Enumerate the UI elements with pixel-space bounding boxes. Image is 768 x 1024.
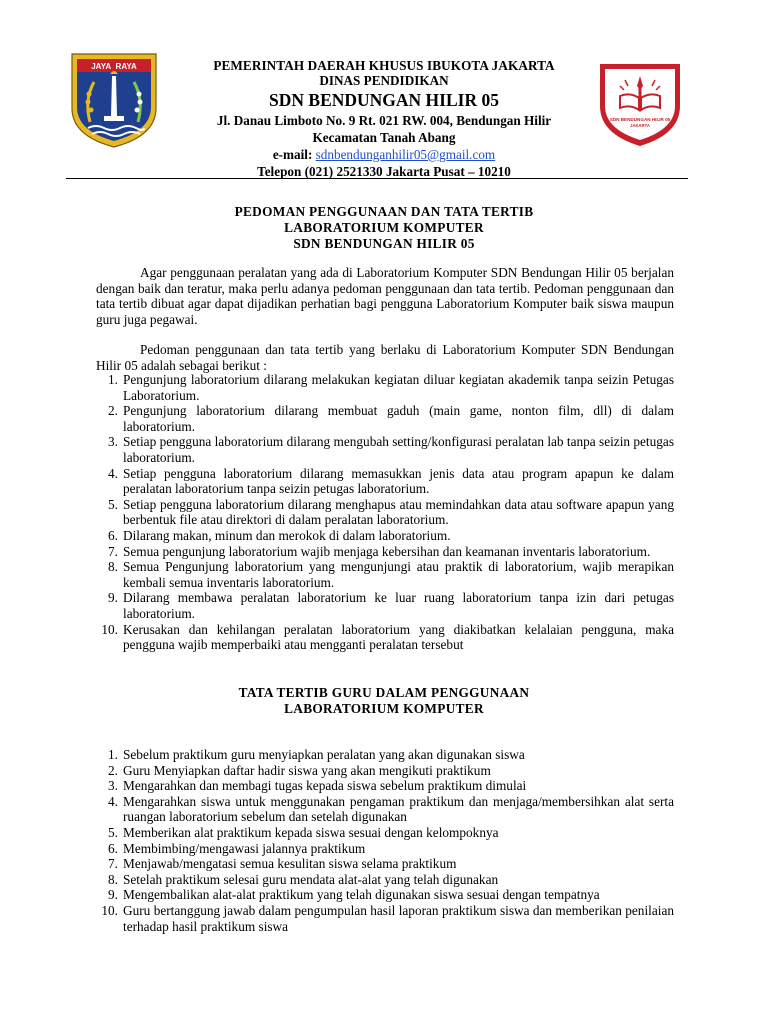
list-item-text: Pengunjung laboratorium dilarang melakukan kegiatan diluar kegiatan akademik tanpa seizin Petugas Laboratorium. (123, 372, 674, 403)
list-item (96, 778, 674, 794)
list-item (96, 825, 674, 841)
list-item-number: 10. (101, 902, 118, 918)
list-item-number: 9. (108, 887, 118, 903)
badge-text-school: SDN BENDUNGAN HILIR 05 (609, 117, 671, 122)
list-item-text: Dilarang membawa peralatan laboratorium ke luar ruang laboratorium tanpa izin dari petugas laboratorium. (123, 590, 674, 621)
list-item-text: Setiap pengguna laboratorium dilarang menghapus atau memindahkan data atau software apapun yang berbentuk file atau direktori di dalam peralatan laboratorium. (123, 496, 674, 528)
list-item-text: Kerusakan dan kehilangan peralatan laboratorium yang diakibatkan kelalaian pengguna, maka pengguna wajib memperbaiki atau mengganti peralatan tersebut (123, 621, 674, 653)
list-item-number: 7. (108, 543, 118, 559)
list-item (96, 544, 674, 560)
letterhead-government: PEMERINTAH DAERAH KHUSUS IBUKOTA JAKARTA (213, 58, 555, 73)
letterhead-phone: Telepon (021) 2521330 Jakarta Pusat – 10210 (257, 164, 511, 179)
list-item-text: Setelah praktikum selesai guru mendata alat-alat yang telah digunakan (123, 871, 499, 887)
list-item-number: 6. (108, 527, 118, 543)
list-item-number: 9. (108, 590, 118, 606)
list-item (96, 528, 674, 544)
list-item-number: 1. (108, 747, 118, 762)
list-item-number: 2. (108, 762, 118, 778)
list-item (96, 559, 674, 590)
list-item-text: Guru Menyiapkan daftar hadir siswa yang akan mengikuti praktikum (123, 762, 491, 778)
section1-title (96, 204, 672, 252)
section2-title (96, 685, 672, 717)
list-item-text: Setiap pengguna laboratorium dilarang mengubah setting/konfigurasi peralatan lab tanpa seizin petugas laboratorium. (123, 434, 674, 465)
list-item-number: 3. (108, 778, 118, 794)
intro-paragraph: Agar penggunaan peralatan yang ada di Laboratorium Komputer SDN Bendungan Hilir 05 berjalan dengan baik dan teratur, maka perlu adanya pedoman penggunaan dan tata tertib. Pedoman penggunaan dan tata tertib dibuat agar dapat dijadikan perhatian bagi pengguna Laboratorium Komputer baik siswa maupun guru juga pegawai. (96, 265, 674, 327)
email-label: e-mail: (272, 147, 316, 162)
letterhead (170, 58, 598, 180)
list-item-text: Setiap pengguna laboratorium dilarang memasukkan jenis data atau program apapun ke dalam peralatan laboratorium tanpa seizin petugas laboratorium. (123, 465, 674, 497)
list-item-number: 4. (108, 793, 118, 809)
list-item-number: 1. (108, 372, 118, 387)
list-item (96, 466, 674, 497)
section1-title-line2: LABORATORIUM KOMPUTER (284, 220, 484, 235)
list-item (96, 794, 674, 825)
letterhead-department: DINAS PENDIDIKAN (319, 73, 449, 88)
jakarta-emblem-logo (68, 50, 160, 150)
list-item (96, 403, 674, 434)
list-item-text: Mengarahkan siswa untuk menggunakan pengaman praktikum dan menjaga/membersihkan alat serta ruangan laboratorium sebelum dan setelah digunakan (123, 793, 674, 825)
list-item-text: Sebelum praktikum guru menyiapkan peralatan yang akan digunakan siswa (123, 747, 525, 762)
list-item-number: 6. (108, 840, 118, 856)
list-item-number: 5. (108, 824, 118, 840)
list-item-number: 8. (108, 559, 118, 575)
list-item-text: Dilarang makan, minum dan merokok di dalam laboratorium. (123, 527, 451, 543)
list-item-number: 7. (108, 856, 118, 872)
list-item (96, 434, 674, 465)
letterhead-email-line (170, 146, 598, 163)
school-badge-logo (594, 58, 686, 150)
list-item-number: 10. (101, 621, 118, 637)
teacher-rules-list (96, 747, 674, 934)
rules-intro-paragraph: Pedoman penggunaan dan tata tertib yang berlaku di Laboratorium Komputer SDN Bendungan Hilir 05 adalah sebagai berikut : (96, 342, 674, 373)
list-item-text: Guru bertanggung jawab dalam pengumpulan hasil laporan praktikum siswa dan memberikan penilaian terhadap hasil praktikum siswa (123, 902, 674, 934)
email-link[interactable]: sdnbendunganhilir05@gmail.com (315, 147, 496, 162)
letterhead-school-name: SDN BENDUNGAN HILIR 05 (269, 90, 499, 110)
list-item-number: 5. (108, 496, 118, 512)
list-item (96, 872, 674, 888)
list-item-text: Memberikan alat praktikum kepada siswa sesuai dengan kelompoknya (123, 824, 499, 840)
letterhead-district: Kecamatan Tanah Abang (312, 130, 456, 145)
list-item (96, 747, 674, 763)
list-item (96, 590, 674, 621)
section2-title-line1: TATA TERTIB GURU DALAM PENGGUNAAN (238, 685, 530, 700)
list-item (96, 887, 674, 903)
list-item (96, 841, 674, 857)
list-item-number: 3. (108, 434, 118, 450)
letterhead-address: Jl. Danau Limboto No. 9 Rt. 021 RW. 004, Bendungan Hilir (216, 113, 552, 128)
badge-text-city: JAKARTA (630, 123, 650, 128)
section1-title-line3: SDN BENDUNGAN HILIR 05 (293, 236, 475, 251)
letterhead-divider (66, 178, 688, 179)
section1-title-line1: PEDOMAN PENGGUNAAN DAN TATA TERTIB (234, 204, 534, 219)
section2-title-line2: LABORATORIUM KOMPUTER (284, 701, 484, 716)
logo-motto-text: JAYA RAYA (91, 62, 137, 71)
list-item (96, 372, 674, 403)
lab-rules-list (96, 372, 674, 653)
list-item-number: 4. (108, 465, 118, 481)
list-item-text: Membimbing/mengawasi jalannya praktikum (123, 840, 366, 856)
list-item (96, 622, 674, 653)
list-item-text: Semua Pengunjung laboratorium yang mengunjungi atau praktik di laboratorium, wajib merapikan kembali semua inventaris laboratorium. (123, 559, 674, 590)
list-item-text: Mengarahkan dan membagi tugas kepada siswa sebelum praktikum dimulai (123, 778, 527, 794)
list-item-number: 2. (108, 403, 118, 419)
list-item-text: Pengunjung laboratorium dilarang membuat gaduh (main game, nonton film, dll) di dalam laboratorium. (123, 403, 674, 434)
list-item (96, 856, 674, 872)
list-item-number: 8. (108, 871, 118, 887)
list-item-text: Menjawab/mengatasi semua kesulitan siswa selama praktikum (123, 856, 457, 872)
list-item-text: Semua pengunjung laboratorium wajib menjaga kebersihan dan keamanan inventaris laboratorium. (123, 543, 651, 559)
list-item (96, 763, 674, 779)
list-item-text: Mengembalikan alat-alat praktikum yang telah digunakan siswa sesuai dengan tempatnya (123, 887, 600, 903)
list-item (96, 903, 674, 934)
list-item (96, 497, 674, 528)
